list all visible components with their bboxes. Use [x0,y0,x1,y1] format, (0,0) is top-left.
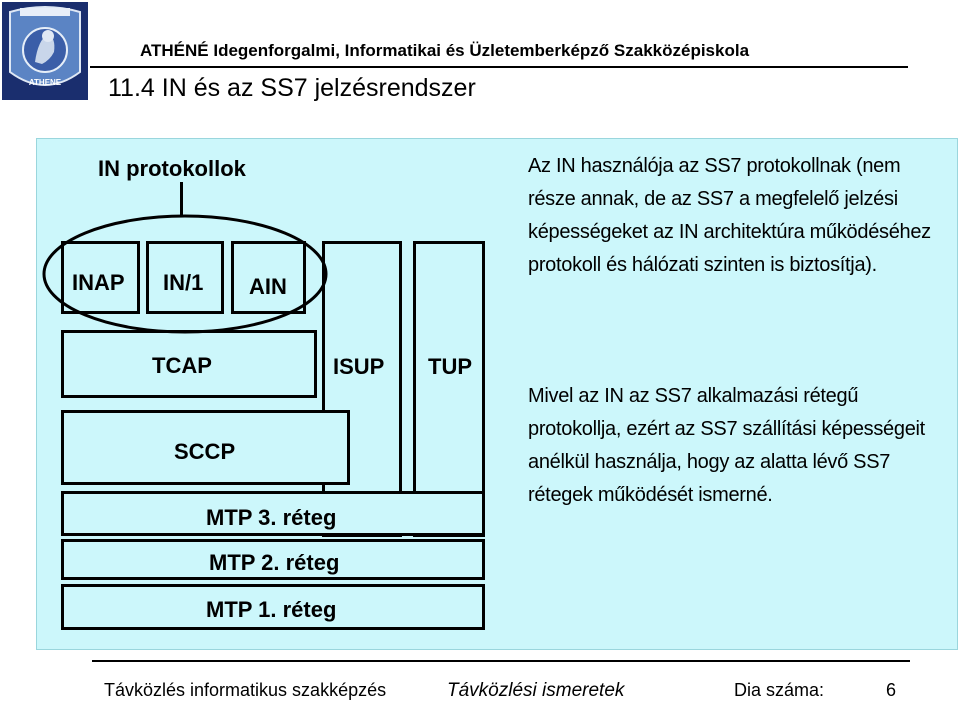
sccp-label: SCCP [174,439,236,464]
in-protocols-label: IN protokollok [98,156,246,181]
footer-left: Távközlés informatikus szakképzés [104,680,387,700]
mtp3-box [61,491,485,536]
paragraph-2: Mivel az IN az SS7 alkalmazási rétegű protokollja, ezért az SS7 szállítási képességeit anélkül használja, hogy az alatta lévő SS7 rétegek működését ismerné. [528,385,925,506]
mtp3-label: MTP 3. réteg [206,505,337,530]
svg-text:ATHENE: ATHENE [28,78,62,87]
ain-label: AIN [249,274,287,299]
slide-number: 6 [886,680,897,700]
in1-label: IN/1 [163,270,204,295]
mtp2-label: MTP 2. réteg [209,550,340,575]
isup-label: ISUP [333,354,385,379]
slide-number-label: Dia száma: [734,680,825,700]
inap-label: INAP [72,270,125,295]
school-name: ATHÉNÉ Idegenforgalmi, Informatikai és Üzletemberképző Szakközépiskola [140,41,750,60]
mtp1-label: MTP 1. réteg [206,597,337,622]
mtp1-box [61,584,485,630]
mtp2-box [61,539,485,580]
tup-label: TUP [428,354,472,379]
header-divider [90,66,908,68]
slide-title: 11.4 IN és az SS7 jelzésrendszer [108,74,476,102]
connector-line [180,182,183,215]
in-protocols-ellipse [40,212,330,336]
sccp-box [61,410,350,485]
tcap-box [61,330,317,398]
tcap-label: TCAP [152,353,212,378]
footer-divider [92,660,910,662]
school-logo [2,2,88,100]
footer-center: Távközlési ismeretek [447,680,625,701]
paragraph-1: Az IN használója az SS7 protokollnak (nem része annak, de az SS7 a megfelelő jelzési képességeket az IN architektúra működéséhez protokoll és hálózati szinten is biztosítja). [528,155,931,276]
